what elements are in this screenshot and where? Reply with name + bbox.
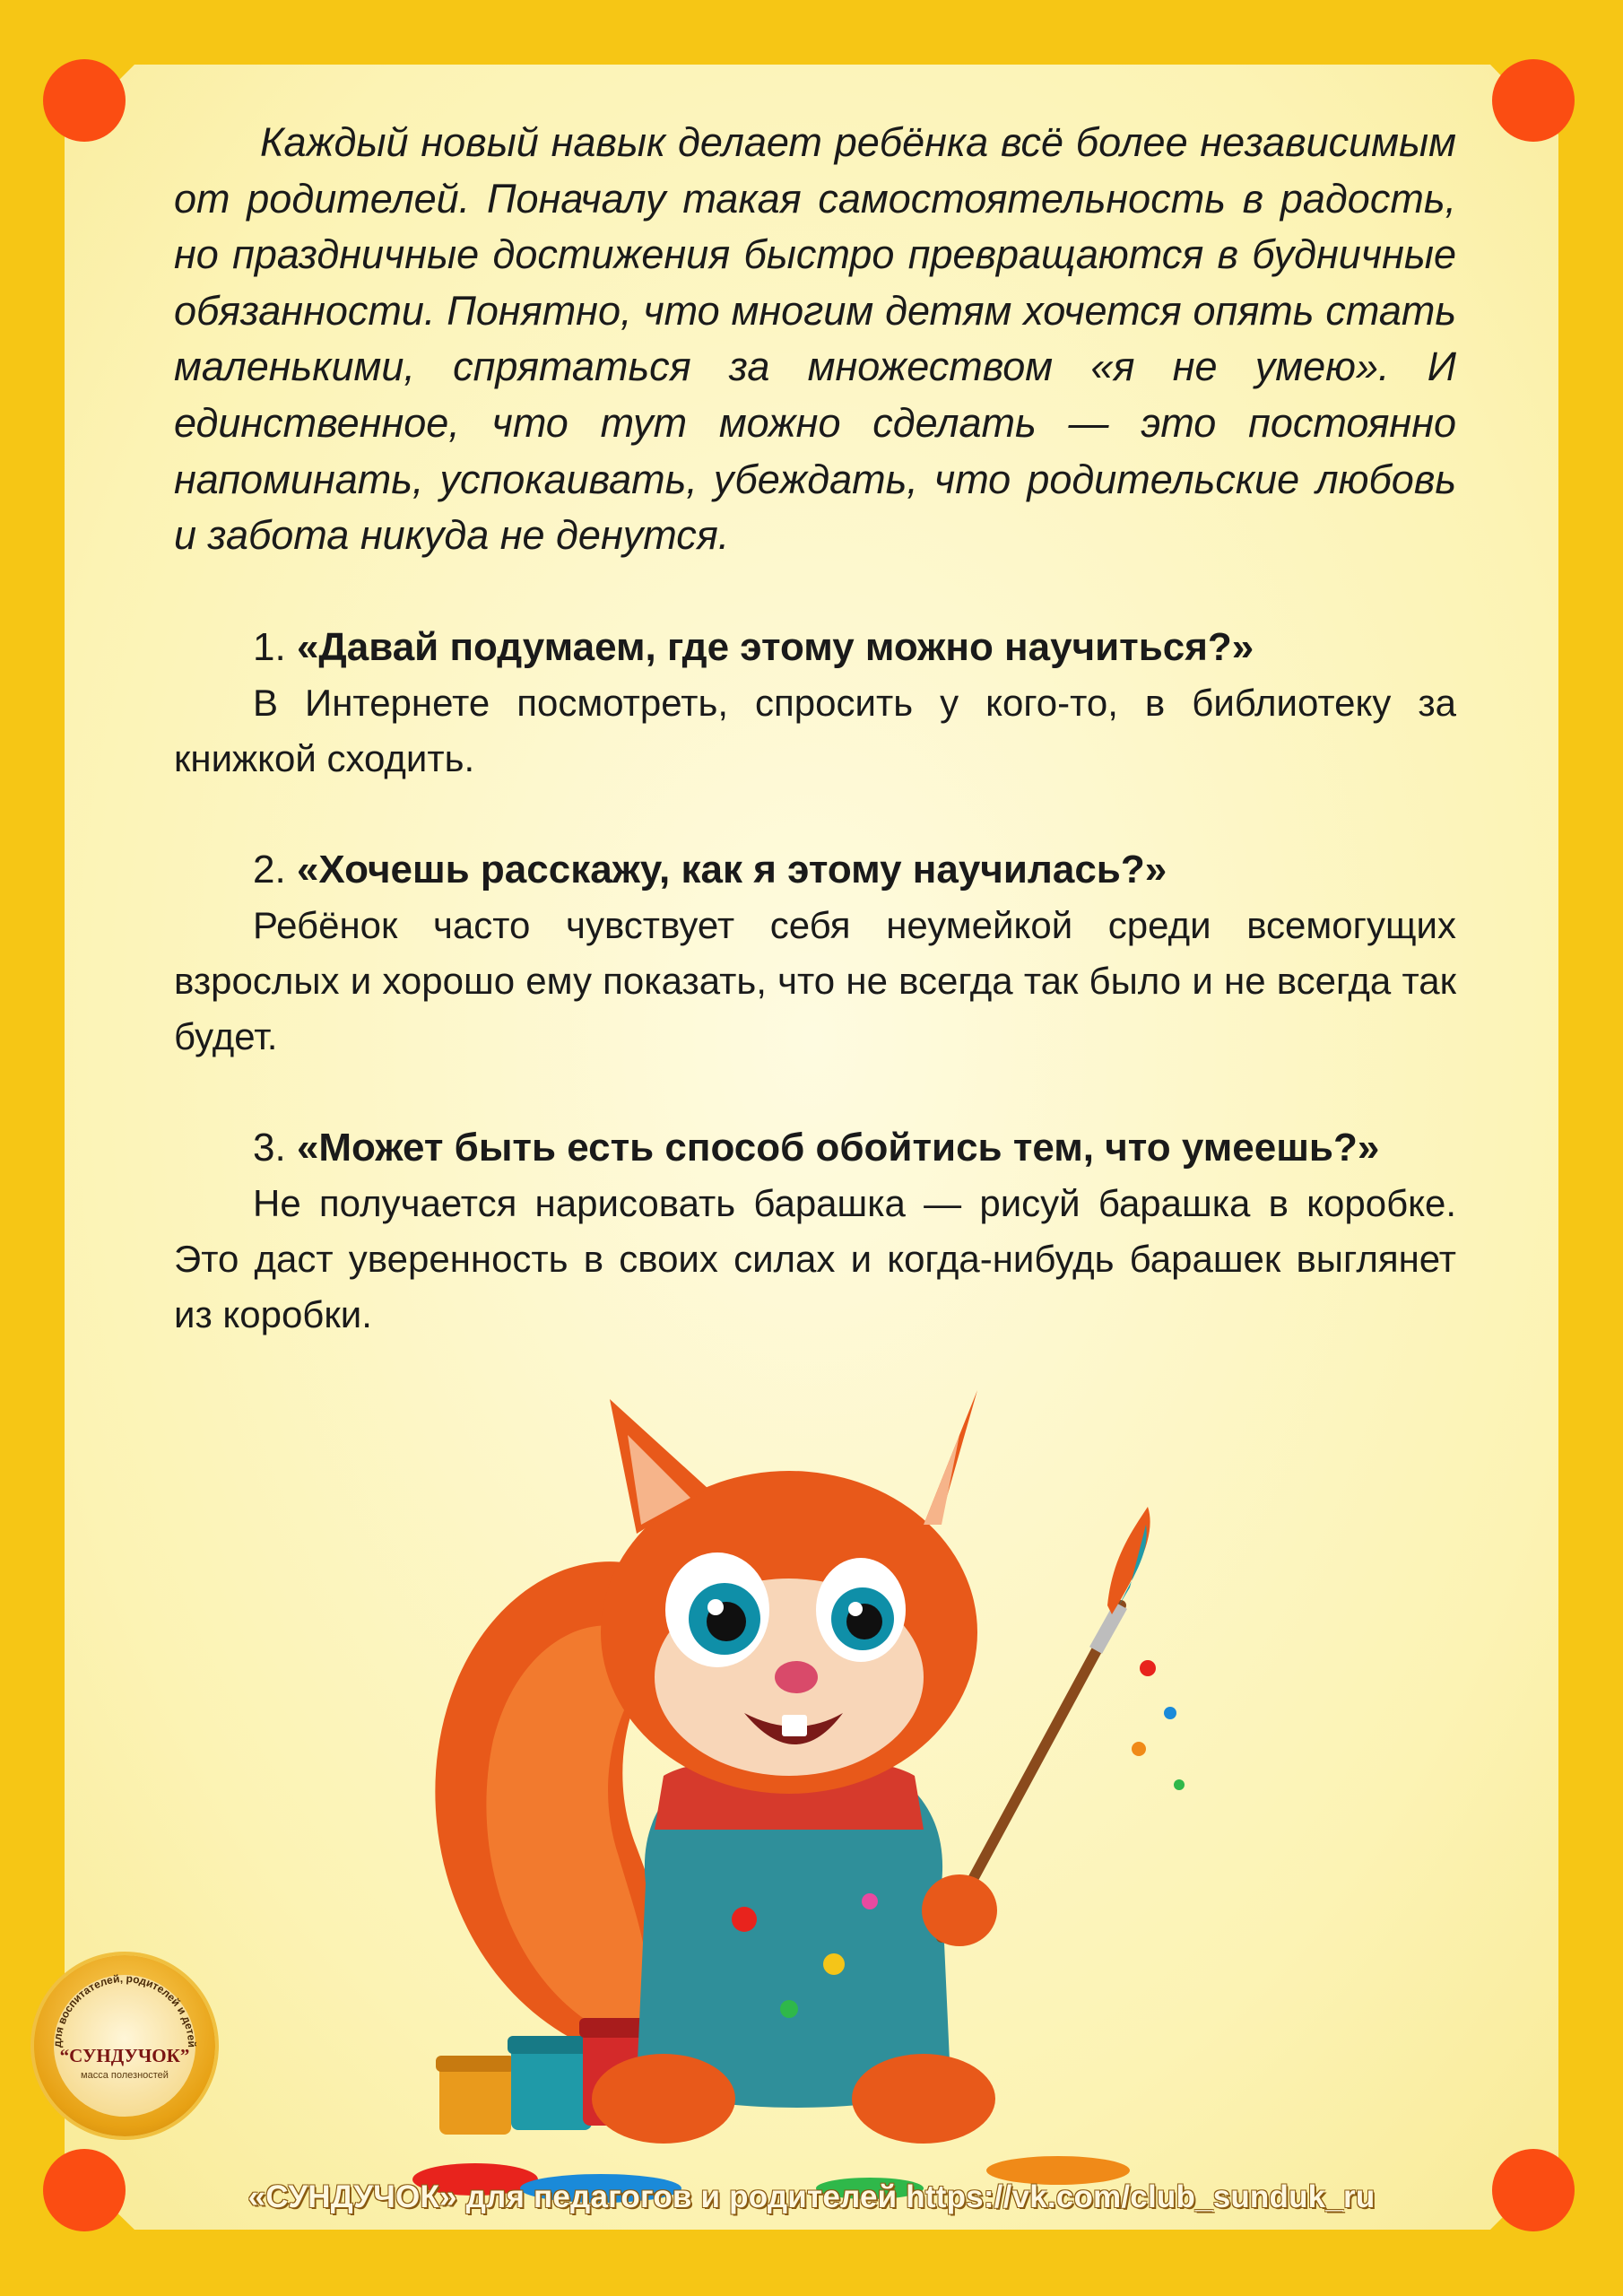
tip-body: Не получается нарисовать барашка — рисуй барашка в коробке. Это даст уверенность в своих силах и когда-нибудь барашек выглянет из коробки. bbox=[174, 1181, 1456, 1335]
squirrel-painter-illustration bbox=[368, 1381, 1228, 2206]
svg-text:для воспитателей, родителей и: для воспитателей, родителей и детей bbox=[50, 1971, 199, 2048]
corner-dot-top-right bbox=[1492, 59, 1575, 142]
tip-title: «Хочешь расскажу, как я этому научилась?» bbox=[296, 847, 1167, 891]
tip-heading bbox=[174, 620, 1456, 675]
tip-2 bbox=[174, 842, 1456, 1065]
tip-number: 3. bbox=[253, 1125, 286, 1170]
tip-number: 2. bbox=[253, 847, 286, 891]
tip-3 bbox=[174, 1120, 1456, 1343]
tip-title: «Может быть есть способ обойтись тем, что умеешь?» bbox=[296, 1125, 1380, 1170]
footer-link-text[interactable]: «СУНДУЧОК» для педагогов и родителей https://vk.com/club_sunduk_ru bbox=[247, 2179, 1376, 2214]
tip-number: 1. bbox=[253, 624, 286, 669]
badge-tagline: масса полезностей bbox=[81, 2070, 169, 2081]
tip-1 bbox=[174, 620, 1456, 787]
intro-paragraph: Каждый новый навык делает ребёнка всё более независимым от родителей. Поначалу такая самостоятельность в радость, но праздничные достижения быстро превращаются в будничные обязанности. Понятно, что многим детям хочется опять стать маленькими, спрятаться за множеством «я не умею». И единственное, что тут можно сделать — это постоянно напоминать, успокаивать, убеждать, что родительские любовь и забота никуда не денутся. bbox=[174, 119, 1456, 559]
tip-body: В Интернете посмотреть, спросить у кого-то, в библиотеку за книжкой сходить. bbox=[174, 681, 1456, 779]
tip-heading bbox=[174, 842, 1456, 898]
tip-title: «Давай подумаем, где этому можно научиться?» bbox=[296, 624, 1254, 669]
tip-body: Ребёнок часто чувствует себя неумейкой среди всемогущих взрослых и хорошо ему показать, что не всегда так было и не всегда так будет. bbox=[174, 903, 1456, 1057]
sunduchok-logo-badge bbox=[34, 1955, 215, 2136]
article-text bbox=[174, 115, 1456, 1343]
tip-heading bbox=[174, 1120, 1456, 1176]
corner-dot-top-left bbox=[43, 59, 126, 142]
badge-name: “СУНДУЧОК” bbox=[59, 2045, 190, 2066]
